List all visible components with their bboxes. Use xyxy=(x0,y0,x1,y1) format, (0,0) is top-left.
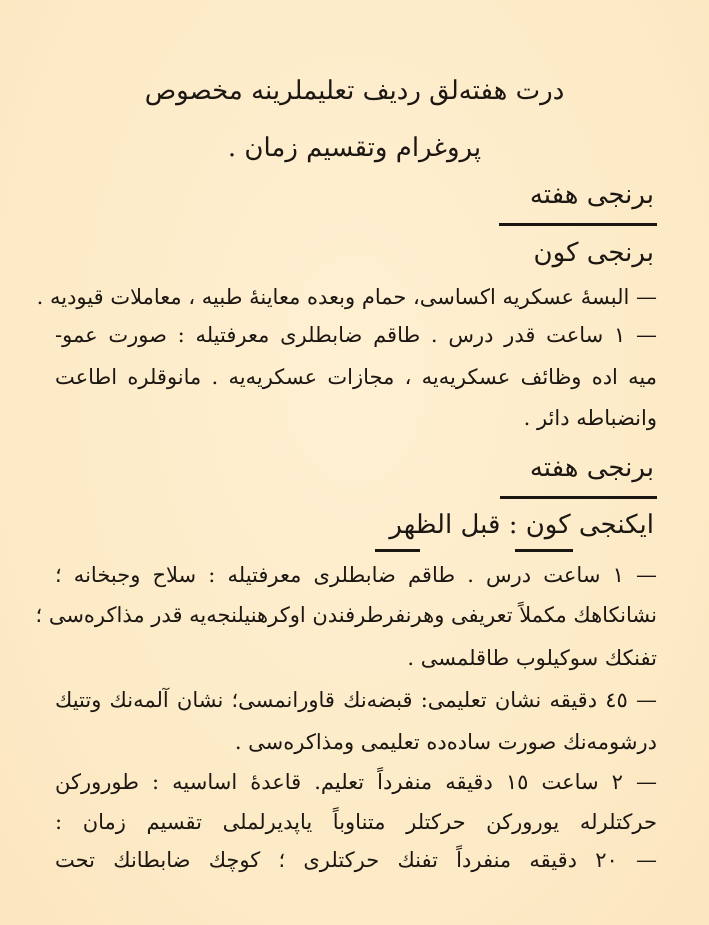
body-line: — ٢٠ دقیقه منفرداً تفنك حرکتلری ؛ کوچك ضابطانك تحت xyxy=(55,848,657,872)
document-title-line-1: درت هفته‌لق ردیف تعلیملرینه مخصوص xyxy=(144,76,565,106)
body-line: — ٤٥ دقیقه نشان تعلیمی: قبضه‌نك قاورانمسی؛ نشان آلمه‌نك وتتیك xyxy=(55,688,657,712)
body-line: درشومه‌نك صورت ساده‌ده تعلیمی ومذاکره‌سی . xyxy=(234,730,657,754)
body-line: — ٢ ساعت ١٥ دقیقه منفرداً تعلیم. قاعدهٔ اساسیه : طوروركن xyxy=(55,770,657,794)
body-line: نشانکاهك مکملاً تعریفی وهرنفرطرفندن اوکرهنیلنجه‌یه قدر مذاکره‌سی ؛ xyxy=(35,603,657,627)
body-line: — ١ ساعت درس . طاقم ضابطلری معرفتیله : سلاح وجبخانه ؛ xyxy=(55,563,657,587)
body-line: حرکتلرله یورورکن حرکتلر متناوباً یاپدیرلملی تقسیم زمان : xyxy=(55,810,657,834)
heading-rule xyxy=(500,496,657,499)
week-heading-2: برنجی هفته xyxy=(529,453,654,483)
heading-rule xyxy=(515,549,573,552)
body-line: تفنکك سوکیلوب طاقلمسی . xyxy=(407,646,657,670)
heading-rule xyxy=(499,223,657,226)
heading-rule xyxy=(375,549,420,552)
body-line: — البسهٔ عسکریه اکساسی، حمام وبعده معاینهٔ طبیه ، معاملات قیودیه . xyxy=(36,285,657,309)
body-line: میه اده وظائف عسکریه‌یه ، مجازات عسکریه‌یه . مانوقلره اطاعت xyxy=(55,365,657,389)
day-heading-2: ایکنجی کون : قبل الظهر xyxy=(389,510,654,540)
body-line: وانضباطه دائر . xyxy=(523,406,657,430)
week-heading-1: برنجی هفته xyxy=(529,180,654,210)
document-title-line-2: پروغرام وتقسیم زمان . xyxy=(227,133,482,163)
body-line: — ١ ساعت قدر درس . طاقم ضابطلری معرفتیله : صورت عمو- xyxy=(55,323,657,347)
day-heading-1: برنجی کون xyxy=(533,238,654,268)
